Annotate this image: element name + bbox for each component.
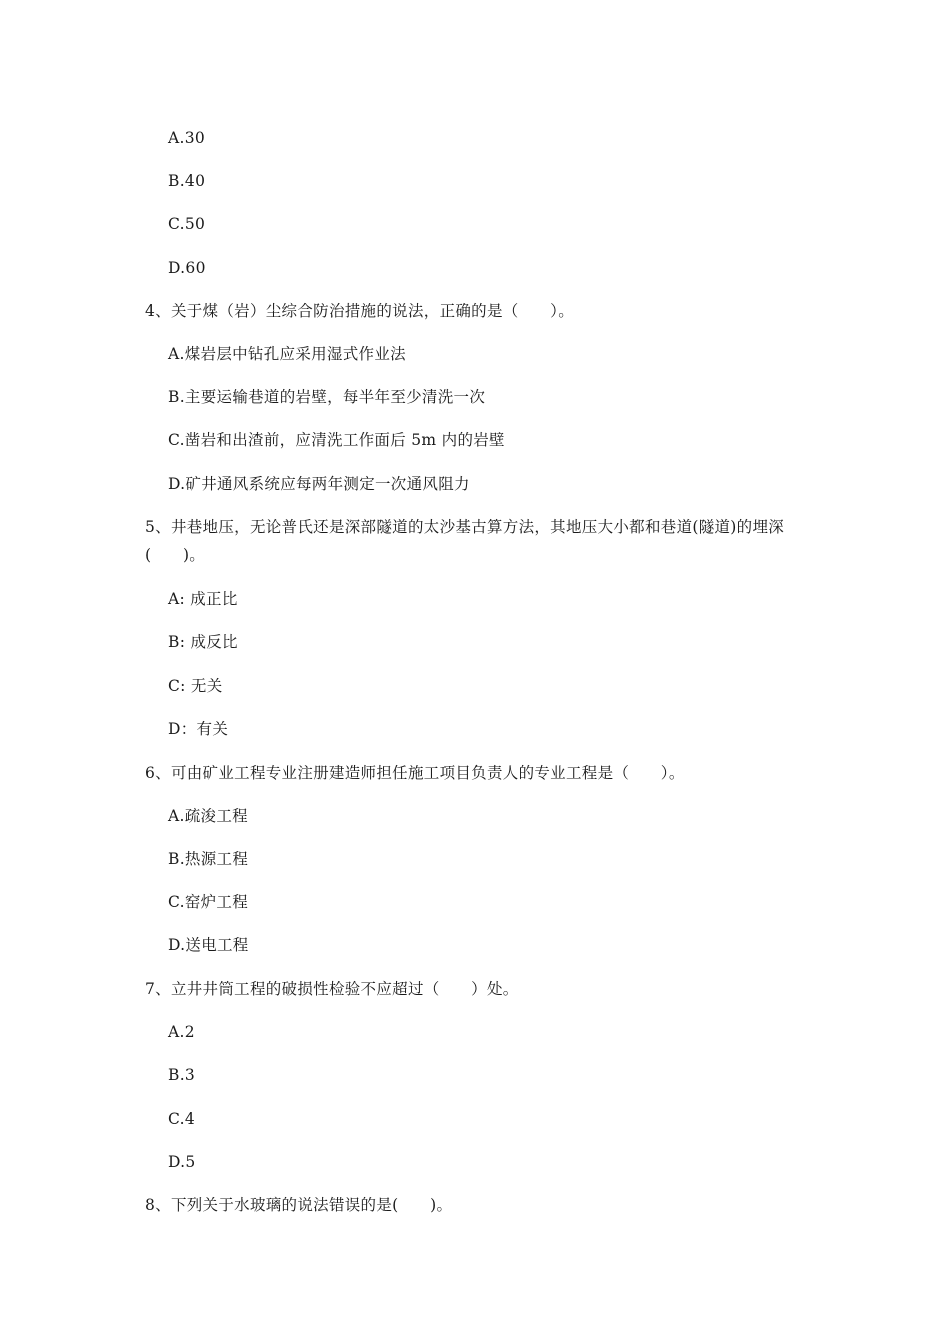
q3-option-b: B.40 bbox=[168, 172, 206, 190]
q7-option-b: B.3 bbox=[168, 1066, 196, 1084]
q7-option-a: A.2 bbox=[168, 1023, 195, 1041]
question-8: 8、下列关于水玻璃的说法错误的是( )。 bbox=[145, 1196, 453, 1214]
q7-option-c: C.4 bbox=[168, 1110, 195, 1128]
q6-option-a: A.疏浚工程 bbox=[168, 807, 248, 825]
q3-option-a: A.30 bbox=[168, 129, 206, 147]
q3-option-c: C.50 bbox=[168, 215, 206, 233]
q5-option-c: C: 无关 bbox=[168, 677, 223, 695]
q5-option-a: A: 成正比 bbox=[168, 590, 238, 608]
q4-option-b: B.主要运输巷道的岩壁，每半年至少清洗一次 bbox=[168, 388, 486, 406]
q4-option-a: A.煤岩层中钻孔应采用湿式作业法 bbox=[168, 345, 406, 363]
q3-option-d: D.60 bbox=[168, 259, 206, 277]
question-4: 4、关于煤（岩）尘综合防治措施的说法，正确的是（ ）。 bbox=[145, 302, 575, 320]
q6-option-d: D.送电工程 bbox=[168, 936, 249, 954]
q4-option-d: D.矿井通风系统应每两年测定一次通风阻力 bbox=[168, 475, 470, 493]
q5-option-b: B: 成反比 bbox=[168, 633, 238, 651]
q7-option-d: D.5 bbox=[168, 1153, 196, 1171]
q6-option-c: C.窑炉工程 bbox=[168, 893, 249, 911]
q5-option-d: D：有关 bbox=[168, 720, 229, 738]
q4-option-c: C.凿岩和出渣前，应清洗工作面后 5m 内的岩壁 bbox=[168, 431, 505, 449]
question-7: 7、立井井筒工程的破损性检验不应超过（ ）处。 bbox=[145, 980, 519, 998]
q6-option-b: B.热源工程 bbox=[168, 850, 249, 868]
question-5: 5、井巷地压，无论普氏还是深部隧道的太沙基古算方法，其地压大小都和巷道(隧道)的埋深( )。 bbox=[145, 518, 785, 564]
question-6: 6、可由矿业工程专业注册建造师担任施工项目负责人的专业工程是（ ）。 bbox=[145, 764, 685, 782]
